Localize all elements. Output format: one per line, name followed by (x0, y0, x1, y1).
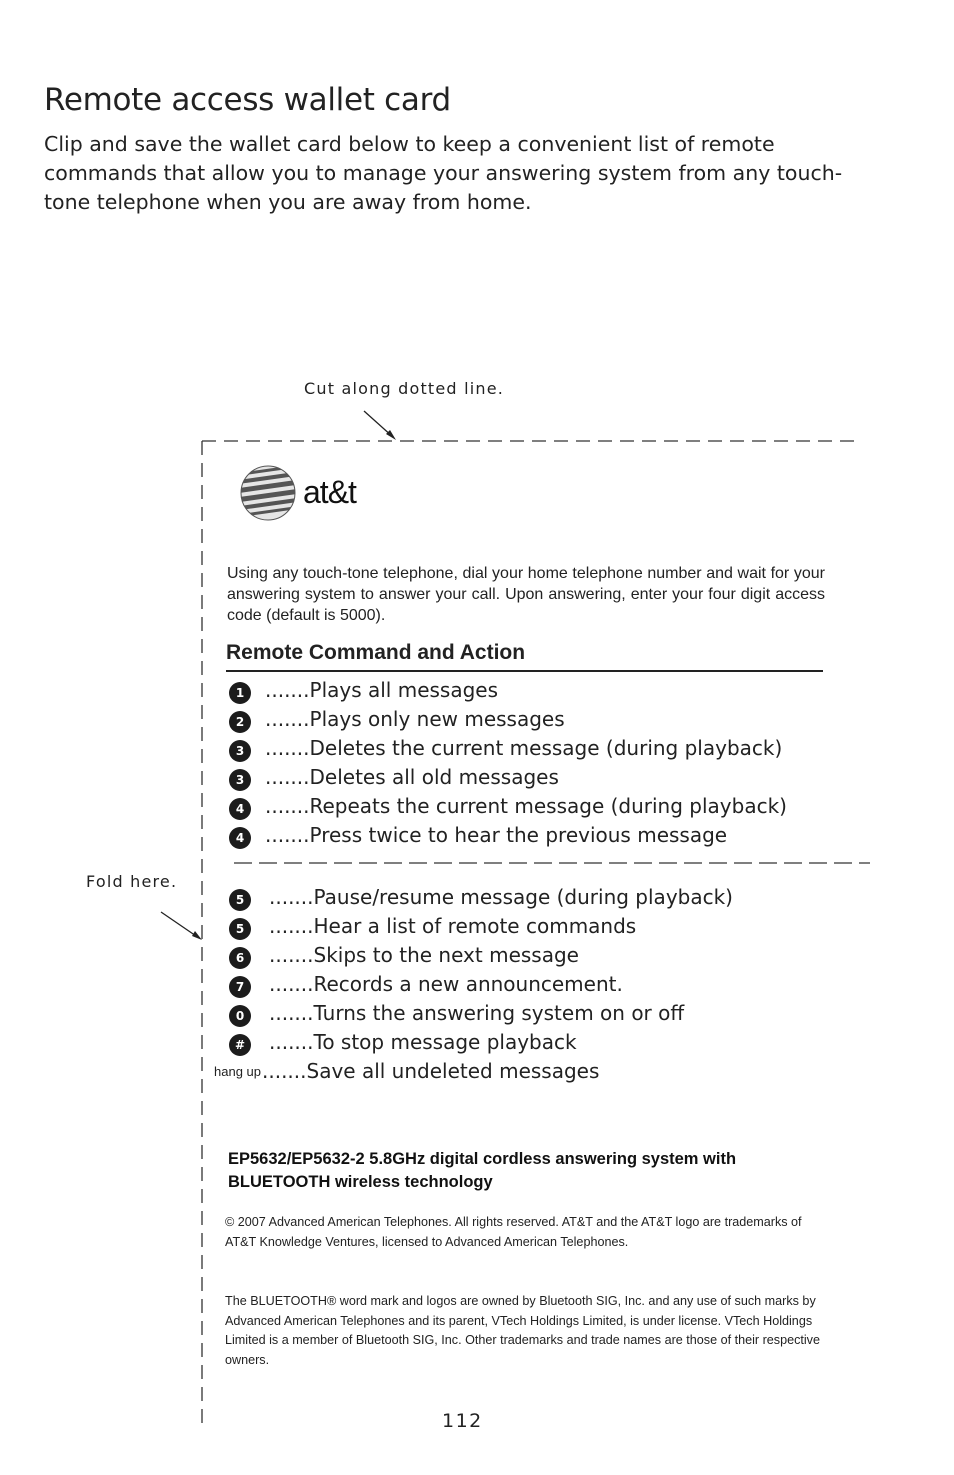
command-row (229, 911, 636, 940)
hang-up-label: hang up (214, 1064, 261, 1079)
key-5-icon: 5 (229, 889, 251, 911)
command-action: .......To stop message playback (269, 1029, 577, 1054)
key-4-icon: 4 (229, 798, 251, 820)
command-action: .......Plays all messages (265, 677, 499, 702)
key-6-icon: 6 (229, 947, 251, 969)
command-row (229, 969, 623, 998)
key-3-icon: 3 (229, 769, 251, 791)
fold-instruction: Fold here. (86, 872, 178, 891)
command-row (229, 762, 559, 791)
intro-paragraph: Clip and save the wallet card below to keep a convenient list of remote commands that allow you to manage your answering system from any touch-tone telephone when you are away from home. (44, 132, 843, 214)
att-globe-icon (233, 464, 308, 520)
command-row (229, 882, 733, 911)
command-row (229, 820, 727, 849)
command-action: .......Deletes the current message (during playback) (265, 735, 783, 760)
key-2-icon: 2 (229, 711, 251, 733)
card-instructions: Using any touch-tone telephone, dial your home telephone number and wait for your answering system to answer your call. Upon answering, enter your four digit access code (default is 5000). (227, 565, 825, 624)
command-action: .......Save all undeleted messages (262, 1058, 600, 1083)
command-row (229, 1027, 577, 1056)
key-7-icon: 7 (229, 976, 251, 998)
command-action: .......Press twice to hear the previous message (265, 822, 728, 847)
key-1-icon: 1 (229, 682, 251, 704)
command-row (229, 940, 579, 969)
command-row (229, 791, 787, 820)
product-title: EP5632/EP5632-2 5.8GHz digital cordless answering system with BLUETOOTH wireless technology (228, 1150, 737, 1191)
commands-heading: Remote Command and Action (226, 641, 526, 664)
command-action: .......Deletes all old messages (265, 764, 559, 789)
command-action: .......Plays only new messages (265, 706, 565, 731)
command-action: .......Hear a list of remote commands (269, 913, 637, 938)
key-4-icon: 4 (229, 827, 251, 849)
copyright-notice: © 2007 Advanced American Telephones. All rights reserved. AT&T and the AT&T logo are trademarks of AT&T Knowledge Ventures, licensed to Advanced American Telephones. (225, 1215, 802, 1249)
page-number: 112 (442, 1410, 483, 1432)
bluetooth-notice: The BLUETOOTH® word mark and logos are owned by Bluetooth SIG, Inc. and any use of such marks by Advanced American Telephones and its parent, VTech Holdings Limited, is under license. VTech Holdings Limited is a member of Bluetooth SIG, Inc. Other trademarks and trade names are those of their respective owners. (225, 1294, 820, 1367)
command-action: .......Repeats the current message (during playback) (265, 793, 787, 818)
command-action: .......Skips to the next message (269, 942, 579, 967)
heading-rule (226, 670, 823, 672)
command-action: .......Turns the answering system on or off (269, 1000, 685, 1025)
key-0-icon: 0 (229, 1005, 251, 1027)
command-action: .......Pause/resume message (during playback) (269, 884, 733, 909)
page-title: Remote access wallet card (44, 82, 451, 118)
key-5-icon: 5 (229, 918, 251, 940)
att-logo-text: at&t (303, 474, 356, 510)
command-row (229, 998, 684, 1027)
command-row (214, 1056, 600, 1085)
cut-instruction: Cut along dotted line. (304, 379, 505, 398)
command-action: .......Records a new announcement. (269, 971, 623, 996)
key-pound-icon: # (229, 1034, 251, 1056)
command-row (229, 704, 565, 733)
command-row (229, 675, 498, 704)
command-row (229, 733, 782, 762)
key-3-icon: 3 (229, 740, 251, 762)
